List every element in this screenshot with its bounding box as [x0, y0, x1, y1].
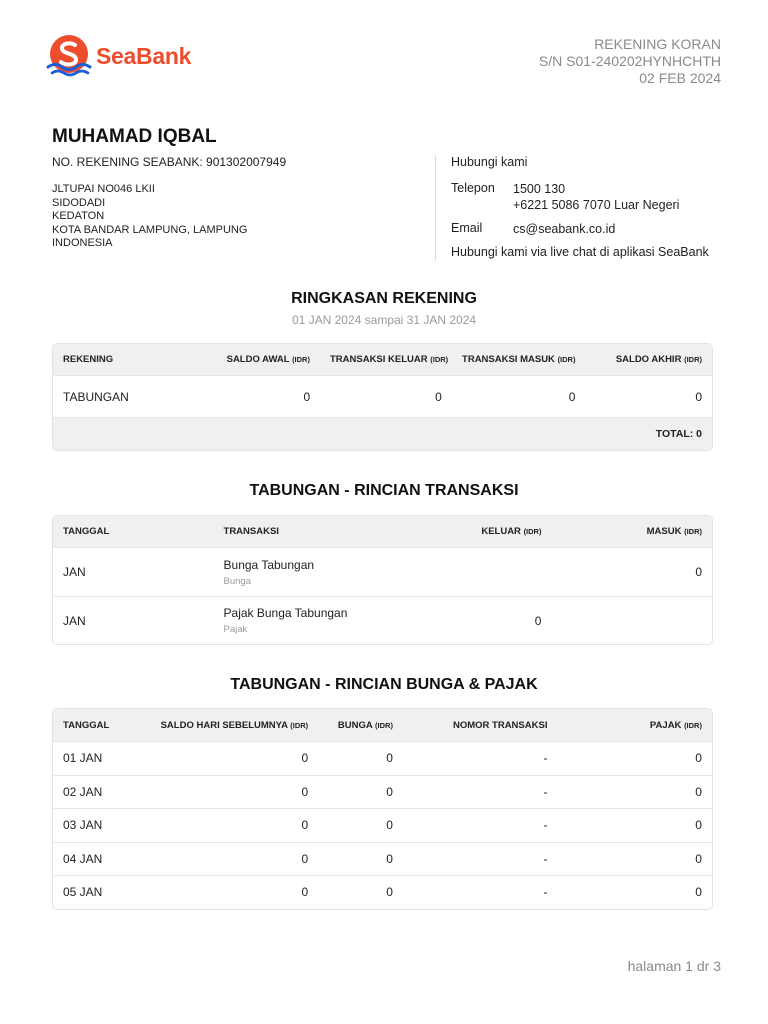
- column-header: SALDO AKHIR (IDR): [615, 354, 702, 365]
- column-header: PAJAK (IDR): [649, 719, 702, 731]
- cell-txn-number: -: [543, 784, 548, 799]
- summary-total: TOTAL: 0: [655, 428, 702, 440]
- cell-txn-number: -: [543, 851, 548, 866]
- cell-date: 02 JAN: [63, 784, 103, 799]
- customer-address: [52, 183, 247, 251]
- page-number: halaman 1 dr 3: [627, 958, 721, 974]
- contact-email: [451, 221, 709, 245]
- phone-label: Telepon: [451, 181, 495, 195]
- cell-interest: 0: [386, 784, 393, 799]
- table-header: [53, 344, 712, 375]
- column-header: TANGGAL: [63, 526, 110, 537]
- column-header: TRANSAKSI: [223, 526, 279, 537]
- cell-tax: 0: [695, 784, 702, 799]
- cell-tax: 0: [695, 818, 702, 833]
- table-footer: [53, 417, 712, 450]
- cell-interest: 0: [386, 751, 393, 766]
- transactions-title: TABUNGAN - RINCIAN TRANSAKSI: [249, 482, 519, 499]
- column-header: MASUK (IDR): [646, 526, 702, 537]
- cell-prev-balance: 0: [301, 851, 309, 866]
- contact-block: [451, 155, 709, 259]
- address-line: INDONESIA: [52, 237, 113, 249]
- cell-transaction: [214, 558, 393, 587]
- column-header: BUNGA (IDR): [337, 719, 393, 731]
- table-row: [53, 875, 712, 909]
- interest-title: TABUNGAN - RINCIAN BUNGA & PAJAK: [230, 676, 538, 693]
- cell-prev-balance: 0: [301, 784, 309, 799]
- transaction-desc: Bunga Tabungan: [223, 557, 315, 572]
- address-line: KOTA BANDAR LAMPUNG, LAMPUNG: [52, 223, 248, 236]
- cell-transaction: [214, 606, 393, 635]
- cell-date: 04 JAN: [63, 851, 103, 866]
- contact-title: Hubungi kami: [451, 155, 528, 169]
- cell-date: 03 JAN: [63, 818, 103, 833]
- table-row: [53, 741, 712, 775]
- cell-in: 0: [695, 565, 702, 579]
- table-header: [53, 516, 712, 547]
- account-number: NO. REKENING SEABANK: 901302007949: [52, 155, 287, 169]
- cell-date: JAN: [63, 565, 86, 579]
- cell-date: 01 JAN: [63, 751, 103, 766]
- table-row: [53, 808, 712, 842]
- transaction-category: Pajak: [223, 624, 248, 635]
- summary-table: [52, 343, 713, 451]
- table-row: [53, 596, 712, 644]
- cell-tax: 0: [695, 885, 702, 900]
- column-header: REKENING: [63, 354, 114, 365]
- brand-name: SeaBank: [96, 42, 192, 69]
- live-chat-note: Hubungi kami via live chat di aplikasi SeaBank: [451, 245, 709, 259]
- document-serial: S/N S01-240202HYNHCHTH: [538, 53, 721, 69]
- table-row: [53, 842, 712, 876]
- email-link[interactable]: cs@seabank.co.id: [513, 222, 616, 236]
- column-header: SALDO HARI SEBELUMNYA (IDR): [160, 719, 309, 731]
- contact-phone: [451, 181, 709, 221]
- table-row: [53, 775, 712, 809]
- cell-prev-balance: 0: [301, 818, 309, 833]
- address-line: JLTUPAI NO046 LKII: [52, 183, 155, 195]
- transactions-table: [52, 515, 713, 645]
- cell-in: 0: [568, 389, 576, 404]
- interest-table: [52, 708, 713, 910]
- cell-date: JAN: [63, 613, 86, 628]
- summary-title: RINGKASAN REKENING: [291, 290, 477, 307]
- customer-name: MUHAMAD IQBAL: [52, 126, 217, 147]
- cell-prev-balance: 0: [301, 885, 309, 900]
- cell-tax: 0: [695, 851, 702, 866]
- document-date: 02 FEB 2024: [639, 70, 721, 86]
- column-header: KELUAR (IDR): [481, 526, 542, 537]
- cell-txn-number: -: [543, 818, 548, 833]
- cell-prev-balance: 0: [301, 751, 309, 766]
- cell-opening: 0: [303, 389, 311, 404]
- phone-number-international[interactable]: +6221 5086 7070 Luar Negeri: [513, 198, 680, 212]
- cell-out: 0: [435, 389, 442, 404]
- transaction-desc: Pajak Bunga Tabungan: [223, 606, 348, 620]
- cell-txn-number: -: [543, 751, 548, 766]
- cell-out: 0: [534, 613, 542, 628]
- cell-account: TABUNGAN: [63, 389, 129, 404]
- table-row: [53, 547, 712, 596]
- cell-interest: 0: [386, 885, 393, 900]
- cell-tax: 0: [695, 751, 702, 766]
- summary-period: 01 JAN 2024 sampai 31 JAN 2024: [291, 313, 477, 327]
- document-type: REKENING KORAN: [594, 36, 721, 52]
- cell-date: 05 JAN: [63, 885, 103, 900]
- divider: [435, 155, 436, 261]
- transaction-category: Bunga: [223, 575, 251, 587]
- cell-interest: 0: [386, 818, 393, 833]
- cell-closing: 0: [695, 389, 702, 404]
- column-header: SALDO AWAL (IDR): [226, 354, 310, 365]
- table-row: [53, 375, 712, 417]
- email-label: Email: [451, 221, 483, 235]
- cell-txn-number: -: [543, 885, 548, 900]
- cell-interest: 0: [386, 851, 393, 866]
- table-header: [53, 709, 712, 741]
- document-info: [539, 36, 721, 87]
- column-header: TRANSAKSI KELUAR (IDR): [329, 354, 449, 365]
- seabank-logo: [46, 34, 191, 78]
- address-line: KEDATON: [52, 210, 105, 222]
- column-header: TANGGAL: [63, 719, 110, 731]
- seabank-logo-icon: [46, 34, 92, 78]
- column-header: TRANSAKSI MASUK (IDR): [462, 354, 576, 365]
- column-header: NOMOR TRANSAKSI: [452, 719, 548, 731]
- address-line: SIDODADI: [52, 196, 106, 209]
- phone-number[interactable]: 1500 130: [513, 182, 566, 196]
